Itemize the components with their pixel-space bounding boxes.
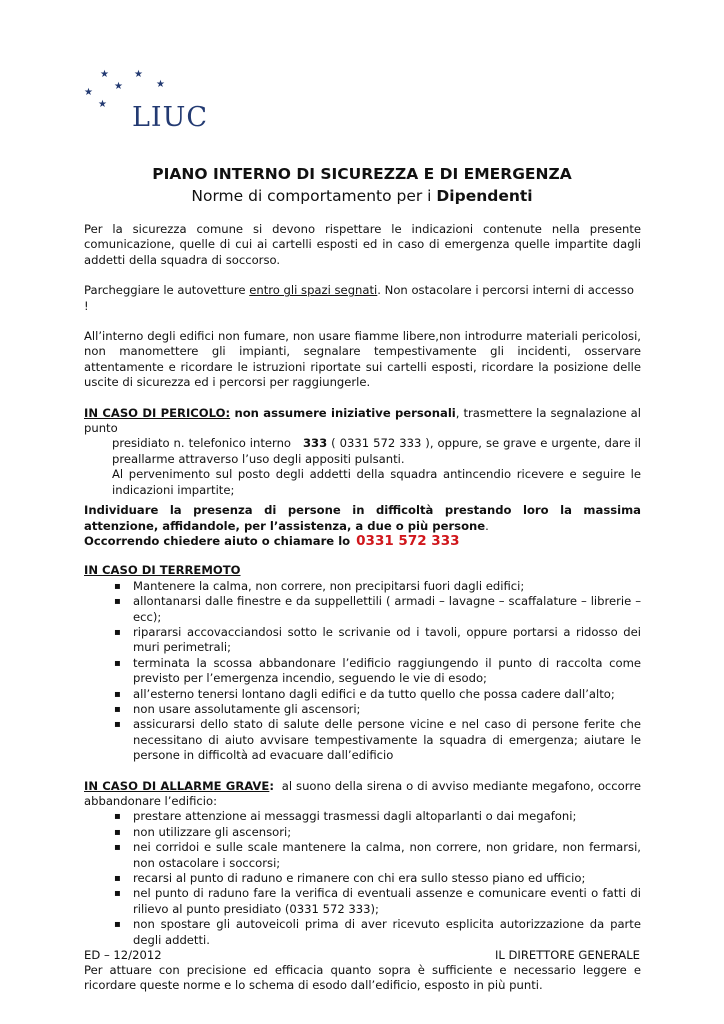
parking-text: Parcheggiare le autovetture xyxy=(84,283,250,298)
list-item: ▪ non utilizzare gli ascensori; xyxy=(84,825,641,840)
liuc-logo xyxy=(84,70,214,134)
parking-paragraph xyxy=(84,283,641,314)
help-text: Occorrendo chiedere aiuto o chiamare lo xyxy=(84,533,351,548)
star-icon: ★ xyxy=(100,69,109,80)
earthquake-heading: IN CASO DI TERREMOTO xyxy=(84,563,241,578)
list-item: ▪ non usare assolutamente gli ascensori; xyxy=(84,702,641,717)
danger-followup: Al pervenimento sul posto degli addetti della squadra antincendio ricevere e seguire le indicazioni impartite; xyxy=(112,467,641,497)
help-line xyxy=(84,534,641,549)
star-icon: ★ xyxy=(84,87,93,98)
inside-paragraph: All’interno degli edifici non fumare, non usare fiamme libere,non introdurre materiali pericolosi, non manomettere gli impianti, segnalare tempestivamente gli incidenti, osservare attentamente e ricordare le istruzioni riportate sui cartelli esposti, ricordare la posizione delle uscite di sicurezza ed i percorsi per raggiungerle. xyxy=(84,329,641,390)
star-icon: ★ xyxy=(98,99,107,110)
list-item: ▪ nei corridoi e sulle scale mantenere la calma, non correre, non gridare, non fermarsi, non ostacolare i soccorsi; xyxy=(84,840,641,871)
intro-paragraph: Per la sicurezza comune si devono rispettare le indicazioni contenute nella presente comunicazione, quelle di cui ai cartelli esposti ed in caso di emergenza quelle impartite dagli addetti della squadra di soccorso. xyxy=(84,222,641,267)
danger-text-3: ( 0331 572 333 ), oppure, se grave e urgente, dare il preallarme attraverso l’uso degli appositi pulsanti. xyxy=(112,436,641,466)
document-subtitle xyxy=(0,187,724,205)
star-icon: ★ xyxy=(134,69,143,80)
parking-text-end: . Non ostacolare i percorsi interni di accesso ! xyxy=(84,283,634,313)
edition-label: ED – 12/2012 xyxy=(84,948,162,962)
closing-paragraph: Per attuare con precisione ed efficacia quanto sopra è sufficiente e necessario leggere e ricordare queste norme e lo schema di esodo dall’edificio, esposto in più punti. xyxy=(84,963,641,993)
earthquake-list xyxy=(84,579,641,764)
danger-heading: IN CASO DI PERICOLO: xyxy=(84,405,231,420)
identify-end: . xyxy=(485,518,489,533)
list-item: ▪ ripararsi accovacciandosi sotto le scrivanie od i tavoli, oppure portarsi a ridosso dei muri perimetrali; xyxy=(84,625,641,656)
signature-label: IL DIRETTORE GENERALE xyxy=(494,948,640,962)
alarm-colon: : xyxy=(269,778,274,793)
list-item: ▪ allontanarsi dalle finestre e da suppellettili ( armadi – lavagne – scaffalature – librerie – ecc); xyxy=(84,594,641,625)
list-item: ▪ recarsi al punto di raduno e rimanere con chi era sullo stesso piano ed ufficio; xyxy=(84,871,641,886)
emergency-phone: 0331 572 333 xyxy=(356,532,460,549)
list-item: ▪ terminata la scossa abbandonare l’edificio raggiungendo il punto di raccolta come previsto per l’emergenza incendio, seguendo le vie di esodo; xyxy=(84,656,641,687)
list-item: ▪ assicurarsi dello stato di salute delle persone vicine e nel caso di persone ferite che necessitano di aiuto avvisare tempestivamente la squadra di emergenza; aiutare le persone in difficoltà ad evacuare dall’edificio xyxy=(84,717,641,763)
list-item: ▪ all’esterno tenersi lontano dagli edifici e da tutto quello che possa cadere dall’alto; xyxy=(84,687,641,702)
parking-underlined: entro gli spazi segnati xyxy=(249,283,378,298)
alarm-text: al suono della sirena o di avviso mediante megafono, occorre abbandonare l’edificio: xyxy=(84,778,641,808)
subtitle-prefix: Norme di comportamento per i xyxy=(191,187,437,205)
danger-text: , trasmettere la segnalazione al punto xyxy=(84,405,641,436)
document-title: PIANO INTERNO DI SICUREZZA E DI EMERGENZA xyxy=(152,165,572,183)
danger-bold: non assumere iniziative personali xyxy=(230,405,456,420)
list-item: ▪ nel punto di raduno fare la verifica di eventuali assenze e comunicare eventi o fatti di rilievo al punto presidiato (0331 572 333); xyxy=(84,886,641,917)
identify-paragraph xyxy=(84,503,641,534)
star-icon: ★ xyxy=(114,81,123,92)
list-item: ▪ non spostare gli autoveicoli prima di aver ricevuto esplicita autorizzazione da parte degli addetti. xyxy=(84,917,641,948)
list-item: ▪ prestare attenzione ai messaggi trasmessi dagli altoparlanti o dai megafoni; xyxy=(84,809,641,824)
logo-text: LIUC xyxy=(132,102,209,133)
document-body xyxy=(84,222,641,994)
identify-text: Individuare la presenza di persone in difficoltà prestando loro la massima attenzione, affidandole, per l’assistenza, a due o più persone xyxy=(84,503,641,533)
subtitle-emphasis: Dipendenti xyxy=(436,187,533,205)
danger-paragraph xyxy=(84,406,641,437)
list-item: ▪ Mantenere la calma, non correre, non precipitarsi fuori dagli edifici; xyxy=(84,579,641,594)
star-icon: ★ xyxy=(156,79,165,90)
danger-detail xyxy=(84,436,641,467)
danger-text-2: presidiato n. telefonico interno xyxy=(112,436,292,451)
alarm-paragraph xyxy=(84,779,641,810)
danger-extension: 333 xyxy=(302,436,328,451)
alarm-heading: IN CASO DI ALLARME GRAVE xyxy=(84,778,270,793)
alarm-list xyxy=(84,809,641,948)
